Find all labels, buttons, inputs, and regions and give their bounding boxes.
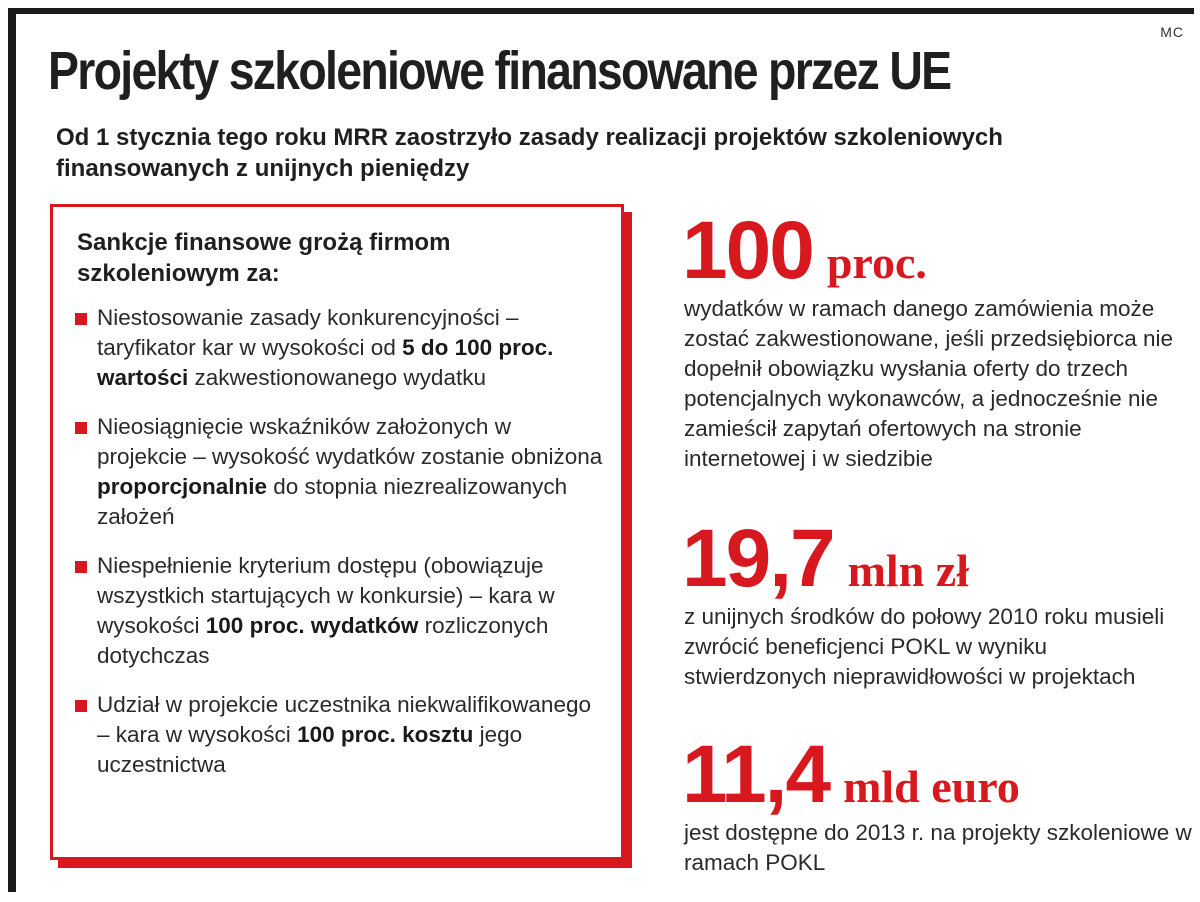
stat-value: 11,4 <box>682 729 830 820</box>
page-title: Projekty szkoleniowe finansowane przez UE <box>48 41 951 101</box>
stat-description: jest dostępne do 2013 r. na projekty szkoleniowe w ramach POKL <box>684 820 1192 875</box>
stat-description: z unijnych środków do połowy 2010 roku musieli zwrócić beneficjenci POKL w wyniku stwierdzonych nieprawidłowości w projektach <box>684 604 1165 689</box>
sanctions-list <box>75 303 605 799</box>
stat-figure <box>682 513 1192 604</box>
stat-figure <box>682 729 1192 820</box>
stat-figure <box>682 205 1192 296</box>
stat-value: 100 <box>682 205 813 296</box>
list-item <box>75 412 605 532</box>
list-item <box>75 303 605 393</box>
author-credit: MC <box>1160 24 1184 40</box>
sanctions-box <box>50 204 624 860</box>
item-text: zakwestionowanego wydatku <box>188 365 486 390</box>
stat-unit: mln zł <box>847 545 969 596</box>
item-text: Niespełnienie kryterium dostępu (obowiązuje wszystkich startujących w konkursie) – kara w wysokości <box>97 553 555 638</box>
item-emphasis: 5 do 100 proc. wartości <box>97 335 554 390</box>
square-bullet-icon <box>75 422 87 434</box>
item-emphasis: 100 proc. wydatków <box>205 613 419 638</box>
item-text: rozliczonych dotychczas <box>97 613 549 668</box>
top-rule <box>8 8 1194 14</box>
stat-description: wydatków w ramach danego zamówienia może zostać zakwestionowane, jeśli przedsiębiorca nie dopełnił obowiązku wysłania oferty do trzech potencjalnych wykonawców, a jednocześnie nie zamieścił zapytań ofertowych na stronie internetowej i w siedzibie <box>684 296 1174 471</box>
stat-block <box>682 729 1192 878</box>
stat-unit: proc. <box>826 237 927 288</box>
square-bullet-icon <box>75 700 87 712</box>
stat-unit: mld euro <box>843 761 1020 812</box>
item-text: jego uczestnictwa <box>97 722 523 777</box>
item-text: Udział w projekcie uczestnika niekwalifikowanego – kara w wysokości <box>97 692 591 747</box>
item-text: do stopnia niezrealizowanych założeń <box>97 474 568 529</box>
stat-value: 19,7 <box>682 513 834 604</box>
item-emphasis: proporcjonalnie <box>97 474 268 499</box>
item-text: Niestosowanie zasady konkurencyjności – taryfikator kar w wysokości od <box>97 305 519 360</box>
item-emphasis: 100 proc. kosztu <box>297 722 474 747</box>
square-bullet-icon <box>75 313 87 325</box>
left-rule <box>8 8 16 892</box>
list-item <box>75 690 605 780</box>
page-subtitle: Od 1 stycznia tego roku MRR zaostrzyło zasady realizacji projektów szkoleniowych finansowanych z unijnych pieniędzy <box>56 124 1003 182</box>
item-text: Nieosiągnięcie wskaźników założonych w projekcie – wysokość wydatków zostanie obniżona <box>97 414 603 469</box>
square-bullet-icon <box>75 561 87 573</box>
stat-block <box>682 513 1192 692</box>
stat-block <box>682 205 1192 474</box>
list-item <box>75 551 605 671</box>
sanctions-heading: Sankcje finansowe grożą firmom szkoleniowym za: <box>77 229 451 287</box>
